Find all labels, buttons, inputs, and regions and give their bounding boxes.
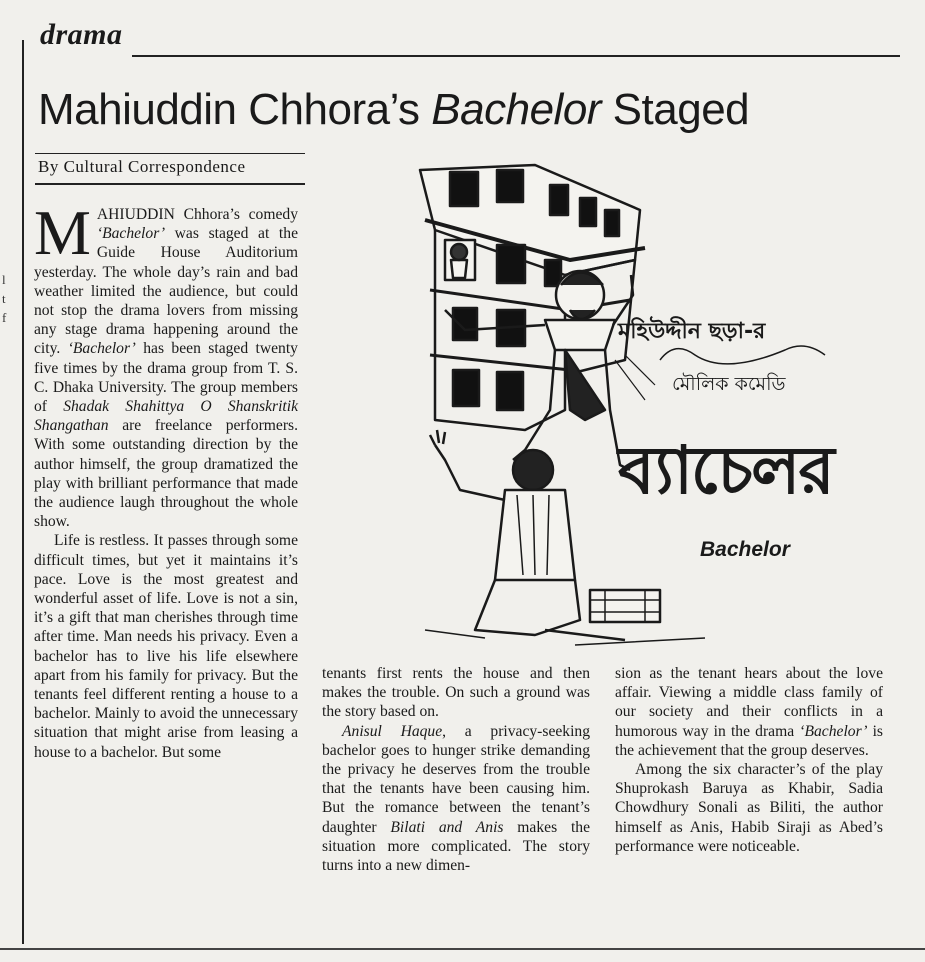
text-run: has been staged twenty five times by the drama group from T. S. C. Dhaka University. The group members of <box>34 340 298 416</box>
text-run: are freelance performers. With some outstanding direction by the author himself, the group dramatized the play with brilliant performance that made the audience laugh throughout the whole show. <box>34 417 298 531</box>
bengali-title: ব্যাচেলর <box>618 432 833 509</box>
english-title: Bachelor <box>700 538 790 561</box>
margin-mark: l <box>2 272 6 287</box>
paragraph-5 <box>615 664 883 760</box>
bengali-author-line: মহিউদ্দীন ছড়া-র <box>618 319 766 344</box>
text-run: makes the situation more complicated. The story turns into a new dimen- <box>322 818 590 875</box>
byline: By Cultural Correspondence <box>38 157 246 176</box>
text-run: AHIUDDIN Chhora’s comedy <box>96 206 298 223</box>
drop-cap: M <box>34 197 91 268</box>
headline <box>38 82 898 138</box>
paragraph-1 <box>34 197 298 531</box>
italic-text: Shadak Shahittya O Shanskritik Shangathan <box>34 398 298 435</box>
italic-text: ‘Bachelor’ <box>67 340 136 358</box>
byline-rule-bottom <box>35 183 305 185</box>
bengali-subtitle: মৌলিক কমেডি <box>672 373 786 395</box>
article-column-3 <box>615 664 883 856</box>
headline-part1: Mahiuddin Chhora’s <box>38 85 432 134</box>
italic-text: ‘Bachelor’ <box>96 225 166 243</box>
article-column-2 <box>322 664 590 875</box>
text-run: , a privacy-seeking bachelor goes to hunger strike demanding the privacy he deserves from the trouble that the tenants have been causing him. But the romance between the tenant’s daughter <box>322 722 591 836</box>
margin-mark: f <box>2 310 7 325</box>
margin-mark: t <box>2 291 6 306</box>
italic-text: ‘Bachelor’ <box>799 722 868 740</box>
margin-marks <box>2 270 16 327</box>
paragraph-2: Life is restless. It passes through some difficult times, but yet it maintains it’s pace. Love is the most greatest and wonderful asset of life. Love is not a sin, it’s a gift that man cherishes through time after time. Man needs his privacy. Even a bachelor has to live his life elsewhere apart from his family for privacy. But the tenants feel different renting a house to a bachelor. Mainly to avoid the unnecessary situation that might arise from leasing a house to a bachelor. But some <box>34 532 298 761</box>
text-run: was staged at the Guide House Auditorium yesterday. The whole day’s rain and bad weather limited the audience, but could not stop the drama lovers from missing any stage drama happening around the city. <box>34 225 298 358</box>
byline-rule-top <box>35 153 305 154</box>
paragraph-6: Among the six character’s of the play Shuprokash Baruya as Khabir, Sadia Chowdhury Sonali as Biliti, the author himself as Anis, Habib Siraji as Abed’s performance were noticeable. <box>615 761 883 855</box>
bottom-rule <box>0 948 925 950</box>
paragraph-3: tenants first rents the house and then makes the trouble. On such a ground was the story based on. <box>322 665 590 721</box>
text-run: sion as the tenant hears about the love affair. Viewing a middle class family of our society and their conflicts in a humorous way in the drama <box>615 665 883 740</box>
text-run: is the achievement that the group deserves. <box>615 722 883 759</box>
paragraph-4 <box>322 722 590 876</box>
italic-text: Anisul Haque <box>342 722 443 740</box>
headline-italic: Bachelor <box>431 85 601 134</box>
section-rule <box>132 55 900 57</box>
italic-text: Bilati and Anis <box>390 818 504 836</box>
cartoon-illustration <box>405 160 905 660</box>
article-column-1 <box>34 197 298 762</box>
headline-part2: Staged <box>600 85 750 134</box>
left-column-rule <box>22 40 24 944</box>
section-label: drama <box>40 18 123 51</box>
